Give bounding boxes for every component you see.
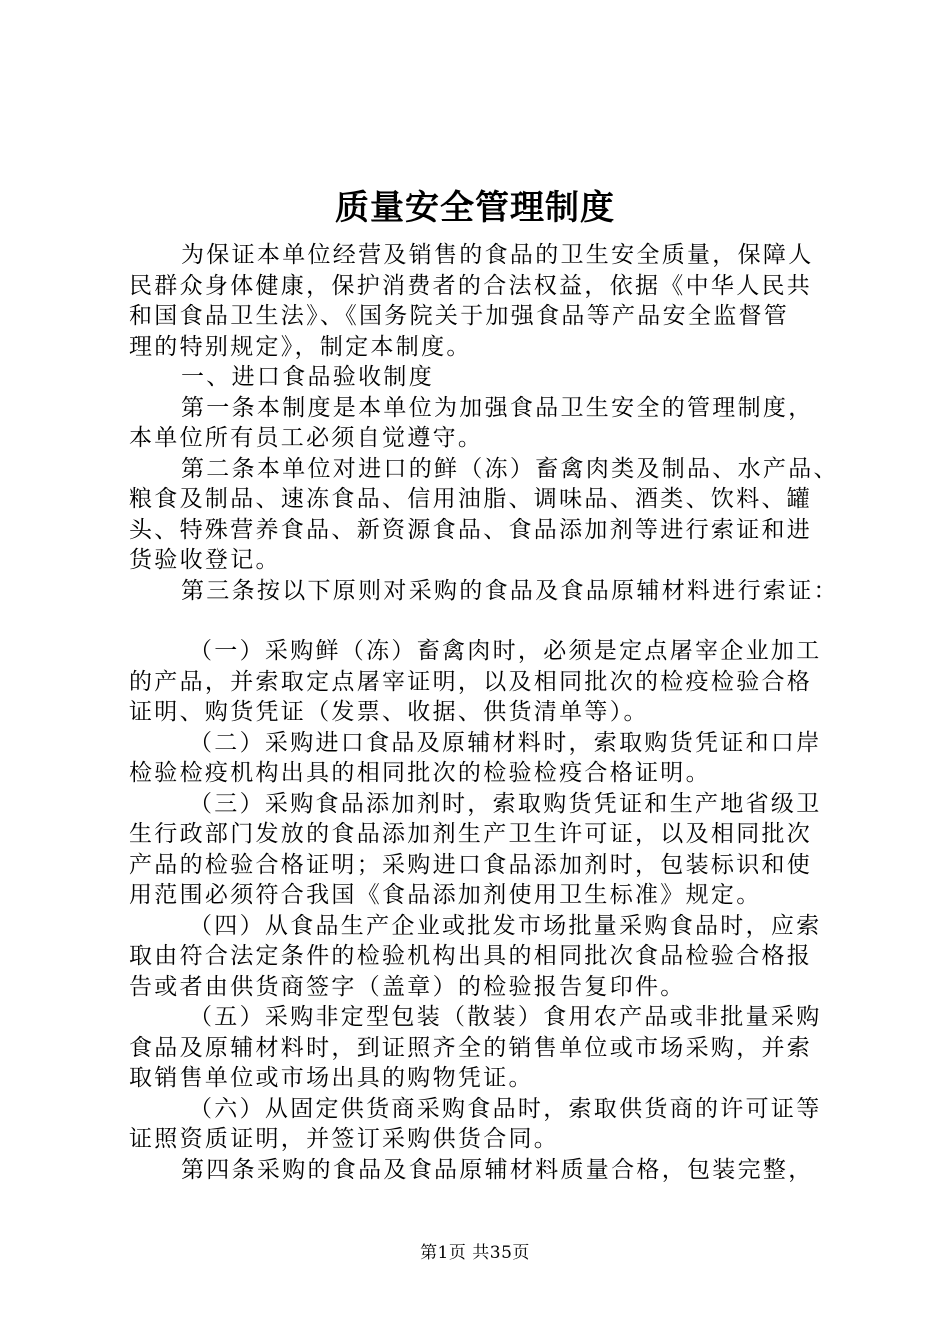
document-title: 质量安全管理制度 — [335, 188, 615, 228]
text-line: 食品及原辅材料时，到证照齐全的销售单位或市场采购，并索 — [129, 1034, 813, 1061]
text-line: 证照资质证明，并签订采购供货合同。 — [129, 1126, 560, 1152]
text-line: 取由符合法定条件的检验机构出具的相同批次食品检验合格报 — [129, 943, 813, 969]
document-body — [129, 240, 839, 1185]
text-line: 头、特殊营养食品、新资源食品、食品添加剂等进行索证和进 — [129, 516, 813, 543]
text-line: （六）从固定供货商采购食品时，索取供货商的许可证等 — [189, 1095, 822, 1122]
text-line: 为保证本单位经营及销售的食品的卫生安全质量，保障人 — [181, 242, 814, 268]
text-line: （三）采购食品添加剂时，索取购货凭证和生产地省级卫 — [189, 790, 822, 817]
item-1-paragraph — [129, 636, 829, 728]
page-footer: 第1页 共35页 — [420, 1243, 530, 1263]
item-2-paragraph — [129, 728, 829, 789]
section-heading — [129, 362, 829, 393]
text-line: 第一条本制度是本单位为加强食品卫生安全的管理制度， — [181, 394, 814, 421]
text-line: 和国食品卫生法》、《国务院关于加强食品等产品安全监督管 — [129, 303, 790, 329]
item-5-paragraph — [129, 1002, 829, 1094]
text-line: （一）采购鲜（冻）畜禽肉时，必须是定点屠宰企业加工 — [189, 638, 822, 664]
text-line: 检验检疫机构出具的相同批次的检验检疫合格证明。 — [129, 760, 711, 786]
article-1-paragraph — [129, 393, 829, 454]
text-line: 证明、购货凭证（发票、收据、供货清单等）。 — [129, 699, 649, 725]
text-line: （二）采购进口食品及原辅材料时，索取购货凭证和口岸 — [189, 729, 822, 756]
article-3-paragraph — [129, 576, 839, 607]
text-line: （四）从食品生产企业或批发市场批量采购食品时，应索 — [189, 912, 822, 939]
text-line: 第二条本单位对进口的鲜（冻）畜禽肉类及制品、水产品、 — [181, 455, 839, 482]
item-3-paragraph — [129, 789, 829, 911]
text-line: 一、进口食品验收制度 — [181, 364, 434, 390]
text-line: 生行政部门发放的食品添加剂生产卫生许可证，以及相同批次 — [129, 821, 813, 847]
article-2-paragraph — [129, 454, 839, 576]
blank-line — [129, 606, 829, 636]
text-line: （五）采购非定型包装（散装）食用农产品或非批量采购 — [189, 1004, 822, 1030]
text-line: 粮食及制品、速冻食品、信用油脂、调味品、酒类、饮料、罐 — [129, 486, 813, 512]
item-6-paragraph — [129, 1094, 829, 1155]
text-line: 取销售单位或市场出具的购物凭证。 — [129, 1065, 534, 1091]
text-line: 货验收登记。 — [129, 547, 281, 573]
text-line: 用范围必须符合我国《食品添加剂使用卫生标准》规定。 — [129, 882, 762, 908]
text-line: 民群众身体健康，保护消费者的合法权益，依据《中华人民共 — [129, 272, 813, 299]
text-line: 产品的检验合格证明；采购进口食品添加剂时，包装标识和使 — [129, 851, 813, 878]
text-line: 第四条采购的食品及食品原辅材料质量合格，包装完整， — [181, 1156, 814, 1183]
text-line: 告或者由供货商签字（盖章）的检验报告复印件。 — [129, 973, 686, 1000]
item-4-paragraph — [129, 911, 829, 1003]
text-line: 理的特别规定》，制定本制度。 — [129, 333, 472, 360]
text-line: 本单位所有员工必须自觉遵守。 — [129, 425, 484, 451]
text-line: 的产品，并索取定点屠宰证明，以及相同批次的检疫检验合格 — [129, 668, 813, 695]
text-line: 第三条按以下原则对采购的食品及食品原辅材料进行索证： — [181, 577, 839, 604]
intro-paragraph — [129, 240, 829, 362]
article-4-paragraph — [129, 1155, 829, 1186]
